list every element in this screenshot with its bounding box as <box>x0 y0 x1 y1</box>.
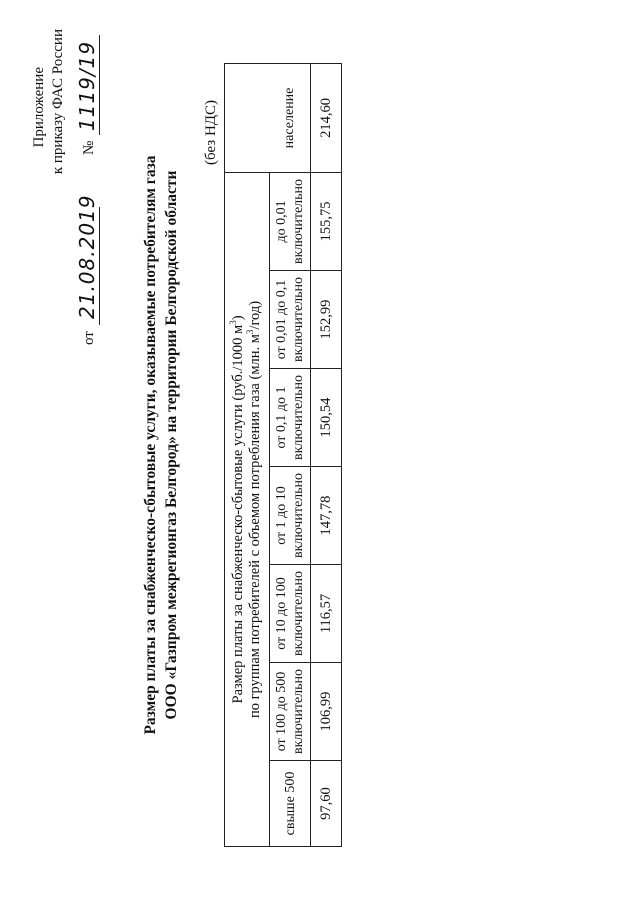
title-line-2: ООО «Газпром межрегионгаз Белгород» на территории Белгородской области <box>163 170 180 720</box>
column-header: от 0,1 до 1 включительно <box>270 369 311 467</box>
value-cell: 214,60 <box>311 63 342 172</box>
table-caption-cell <box>225 172 270 846</box>
value-cell: 116,57 <box>311 565 342 663</box>
caption-line-1: Размер платы за снабженческо-сбытовые услуги (руб./1000 $м^3$) <box>228 315 246 704</box>
date-prefix: от <box>81 331 97 345</box>
table-row <box>311 63 342 846</box>
document-title <box>140 45 182 845</box>
handwritten-number: 1119/19 <box>75 40 99 131</box>
handwritten-date: 21.08.2019 <box>75 194 99 319</box>
fee-table <box>224 63 342 847</box>
value-cell: 106,99 <box>311 663 342 761</box>
column-header: от 0,01 до 0,1 включительно <box>270 271 311 369</box>
number-underline <box>99 35 100 135</box>
value-cell: 155,75 <box>311 172 342 270</box>
title-line-1: Размер платы за снабженческо-сбытовые услуги, оказываемые потребителям газа <box>142 155 159 735</box>
column-header-row <box>270 63 311 846</box>
column-header: свыше 500 <box>270 761 311 847</box>
order-date-number-line <box>72 5 102 345</box>
value-cell: 150,54 <box>311 369 342 467</box>
column-header: до 0,01 включительно <box>270 172 311 270</box>
caption-line-2: по группам потребителей с объемом потребления газа (млн. $м^3/год$) <box>245 300 263 719</box>
date-underline <box>99 207 100 325</box>
value-cell: 152,99 <box>311 271 342 369</box>
vat-note: (без НДС) <box>203 99 219 165</box>
appendix-header <box>30 25 68 245</box>
value-cell: 147,78 <box>311 467 342 565</box>
column-header: от 1 до 10 включительно <box>270 467 311 565</box>
table-caption-row <box>225 63 270 846</box>
value-cell: 97,60 <box>311 761 342 847</box>
order-reference: к приказу ФАС России <box>50 29 66 175</box>
column-header: население <box>270 63 311 172</box>
number-prefix: № <box>81 140 97 155</box>
column-header: от 100 до 500 включительно <box>270 663 311 761</box>
table-caption-blank <box>225 63 270 172</box>
column-header: от 10 до 100 включительно <box>270 565 311 663</box>
appendix-label: Приложение <box>31 67 47 148</box>
